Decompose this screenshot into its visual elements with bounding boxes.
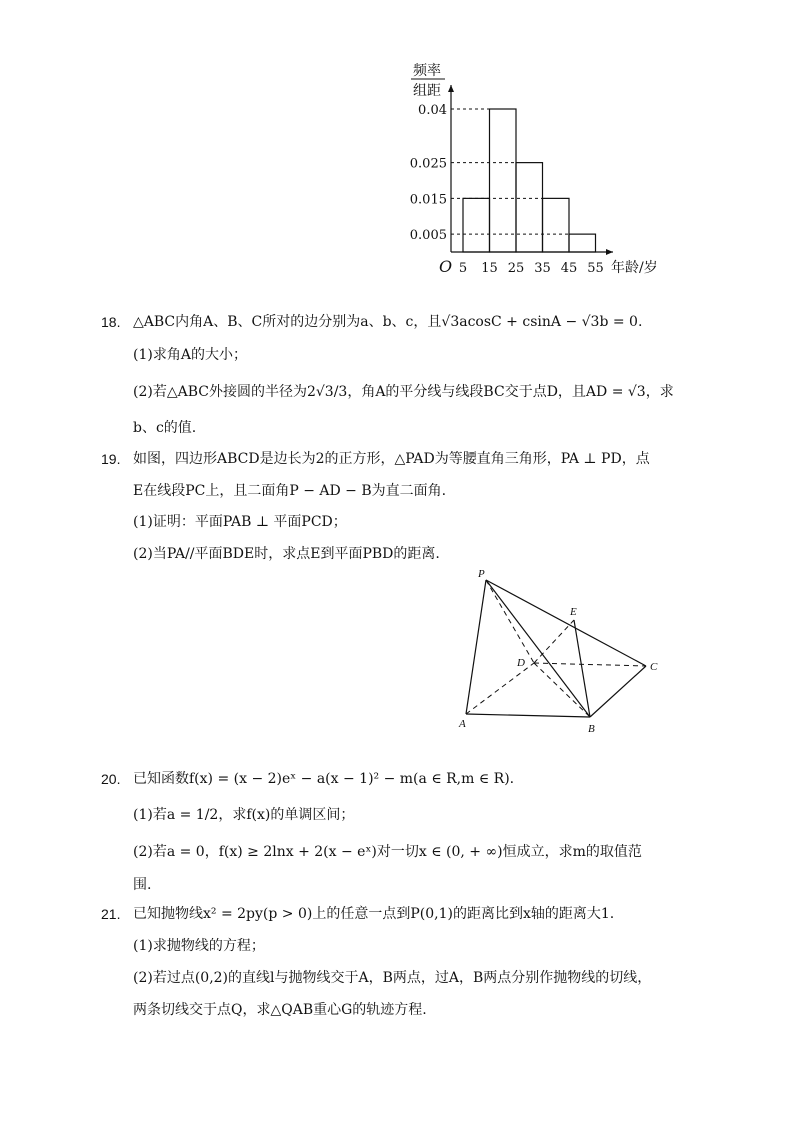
origin-label: O	[439, 257, 453, 276]
y-label-top: 频率	[413, 63, 441, 79]
histogram-bar	[569, 234, 596, 252]
label-A: A	[459, 718, 466, 730]
frequency-histogram	[395, 55, 685, 285]
edge-AB	[466, 714, 590, 717]
problem-stem: △ABC内角A、B、C所对的边分别为a、b、c，且√3acosC + csinA − √3b = 0.	[133, 314, 643, 330]
x-tick-label: 45	[560, 261, 578, 276]
question-2-line-2: 围.	[133, 877, 152, 893]
histogram-bar	[516, 163, 543, 252]
label-E: E	[570, 606, 577, 618]
question-1: (1)求角A的大小；	[133, 347, 247, 363]
question-1: (1)若a = 1/2，求f(x)的单调区间；	[133, 807, 355, 823]
y-axis-arrow	[448, 85, 454, 92]
y-tick-label: 0.005	[409, 228, 447, 244]
question-1: (1)求抛物线的方程；	[133, 938, 265, 954]
histogram-bar	[490, 109, 517, 252]
pyramid-figure	[450, 562, 670, 742]
problem-number: 19.	[101, 451, 121, 467]
question-2-line-2: b、c的值.	[133, 420, 197, 436]
edge-PB	[486, 580, 590, 717]
x-tick-label: 25	[507, 261, 525, 276]
hidden-DB	[534, 663, 590, 717]
x-tick-label: 5	[458, 261, 468, 276]
x-axis-arrow	[606, 249, 613, 255]
problem-number: 18.	[101, 314, 121, 330]
histogram-bar	[543, 198, 570, 252]
problem-stem: 已知抛物线x² = 2py(p > 0)上的任意一点到P(0,1)的距离比到x轴的距离大1.	[133, 906, 615, 922]
question-2-line-2: 两条切线交于点Q，求△QAB重心G的轨迹方程.	[133, 1002, 427, 1018]
question-2: (2)当PA//平面BDE时，求点E到平面PBD的距离.	[133, 546, 440, 562]
y-tick-label: 0.015	[409, 192, 447, 208]
edge-BC	[590, 666, 646, 717]
question-2-line-1: (2)若△ABC外接圆的半径为2√3/3，角A的平分线与线段BC交于点D，且AD = √3，求	[133, 384, 674, 400]
edge-PC	[486, 580, 646, 666]
problem-stem-line-1: 如图，四边形ABCD是边长为2的正方形，△PAD为等腰直角三角形，PA ⊥ PD，点	[133, 451, 650, 467]
question-2-line-1: (2)若过点(0,2)的直线l与抛物线交于A，B两点，过A，B两点分别作抛物线的切线，	[133, 970, 652, 986]
problem-stem-line-2: E在线段PC上，且二面角P − AD − B为直二面角.	[133, 483, 447, 499]
label-D: D	[517, 657, 525, 669]
hidden-AD	[466, 663, 534, 714]
problem-number: 20.	[101, 771, 121, 787]
question-2-line-1: (2)若a = 0，f(x) ≥ 2lnx + 2(x − eˣ)对一切x ∈ (0, + ∞)恒成立，求m的取值范	[133, 844, 642, 860]
y-tick-label: 0.04	[418, 103, 447, 118]
x-tick-label: 55	[587, 261, 604, 276]
question-1: (1)证明：平面PAB ⊥ 平面PCD；	[133, 514, 347, 530]
y-tick-label: 0.025	[409, 156, 447, 172]
x-axis-label: 年龄/岁	[611, 260, 658, 276]
label-P: P	[478, 568, 485, 580]
problem-number: 21.	[101, 906, 121, 922]
x-tick-label: 15	[481, 261, 498, 276]
edge-PA	[466, 580, 486, 714]
label-C: C	[650, 661, 658, 673]
hidden-DE	[534, 620, 574, 663]
histogram-bar	[463, 198, 490, 252]
x-tick-label: 35	[534, 261, 551, 276]
problem-stem: 已知函数f(x) = (x − 2)eˣ − a(x − 1)² − m(a ∈ R,m ∈ R).	[133, 771, 515, 787]
label-B: B	[588, 723, 595, 735]
y-label-bottom: 组距	[413, 83, 441, 99]
